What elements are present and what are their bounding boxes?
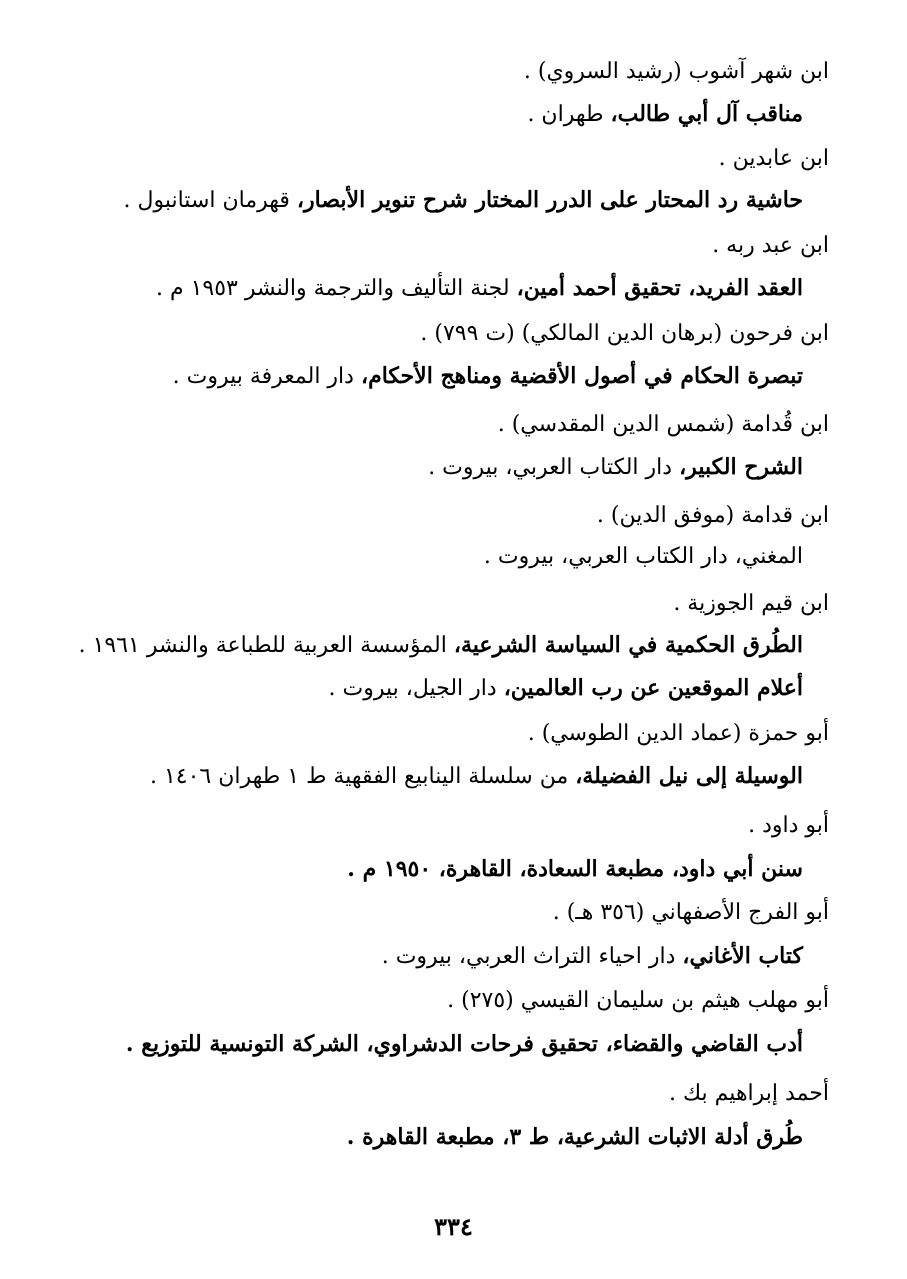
work-title: مناقب آل أبي طالب،	[610, 101, 803, 127]
entry-author: ابن عابدين .	[718, 146, 829, 171]
entry-work	[40, 760, 803, 793]
entry-author: أبو داود .	[748, 813, 829, 838]
work-title: حاشية رد المحتار على الدرر المختار شرح تنوير الأبصار،	[296, 187, 803, 213]
entry-author: ابن عبد ربه .	[712, 233, 829, 258]
work-publication: المغني، دار الكتاب العربي، بيروت .	[483, 544, 803, 569]
work-publication: دار المعرفة بيروت .	[172, 364, 354, 389]
work-publication: قهرمان استانبول .	[123, 188, 290, 213]
entry-author: أبو الفرج الأصفهاني (٣٥٦ هـ) .	[552, 900, 829, 925]
entry-work	[40, 184, 803, 217]
work-publication: لجنة التأليف والترجمة والنشر ١٩٥٣ م .	[155, 276, 510, 301]
entry-work	[40, 98, 803, 131]
work-publication: دار الكتاب العربي، بيروت .	[428, 455, 673, 480]
entry-author: أحمد إبراهيم بك .	[669, 1081, 829, 1106]
work-title: الوسيلة إلى نيل الفضيلة،	[575, 763, 803, 789]
work-publication: طهران .	[527, 102, 604, 127]
entry-work	[40, 1121, 803, 1154]
entry-author: ابن قدامة (موفق الدين) .	[596, 503, 829, 528]
entry-work	[40, 629, 803, 662]
entry-work	[40, 940, 803, 973]
entry-work	[40, 272, 803, 305]
work-publication: دار احياء التراث العربي، بيروت .	[381, 944, 676, 969]
work-title: العقد الفريد، تحقيق أحمد أمين،	[516, 275, 803, 301]
entry-work	[40, 853, 803, 886]
work-title: طُرق أدلة الاثبات الشرعية، ط ٣، مطبعة القاهرة .	[346, 1124, 803, 1150]
entry-author: ابن قيم الجوزية .	[673, 591, 829, 616]
work-publication: المؤسسة العربية للطباعة والنشر ١٩٦١ .	[78, 633, 447, 658]
work-title: الشرح الكبير،	[679, 454, 803, 480]
entry-author: أبو مهلب هيثم بن سليمان القيسي (٢٧٥) .	[447, 988, 829, 1013]
work-publication: من سلسلة الينابيع الفقهية ط ١ طهران ١٤٠٦ .	[149, 764, 569, 789]
work-title: أدب القاضي والقضاء، تحقيق فرحات الدشراوي، الشركة التونسية للتوزيع .	[125, 1031, 803, 1057]
work-title: كتاب الأغاني،	[682, 943, 803, 969]
entry-author: ابن شهر آشوب (رشيد السروي) .	[523, 59, 829, 84]
page-number: ٣٣٤	[434, 1212, 473, 1241]
work-title: سنن أبي داود، مطبعة السعادة، القاهرة، ١٩٥٠ م .	[347, 856, 803, 882]
entry-work	[40, 360, 803, 393]
work-publication: دار الجيل، بيروت .	[328, 676, 497, 701]
work-title: تبصرة الحكام في أصول الأقضية ومناهج الأحكام،	[360, 363, 803, 389]
entry-author: أبو حمزة (عماد الدين الطوسي) .	[527, 721, 829, 746]
work-title: أعلام الموقعين عن رب العالمين،	[503, 675, 803, 701]
entry-work	[40, 541, 803, 573]
entry-work	[40, 1028, 803, 1061]
work-title: الطُرق الحكمية في السياسة الشرعية،	[453, 632, 803, 658]
entry-work	[40, 451, 803, 484]
entry-author: ابن قُدامة (شمس الدين المقدسي) .	[497, 412, 829, 437]
entry-author: ابن فرحون (برهان الدين المالكي) (ت ٧٩٩) .	[420, 321, 829, 346]
entry-work	[40, 672, 803, 705]
